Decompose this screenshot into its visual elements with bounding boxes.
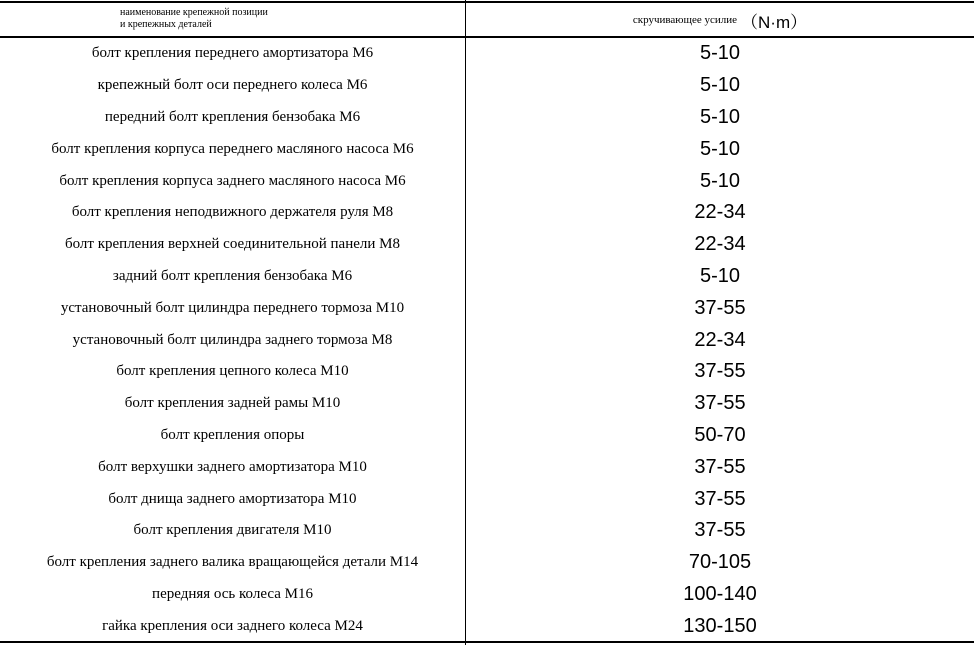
table-row [0, 547, 974, 579]
table-row [0, 229, 974, 261]
table-row [0, 133, 974, 165]
fastener-name: болт днища заднего амортизатора M10 [108, 490, 357, 507]
torque-value: 5-10 [699, 264, 741, 287]
torque-value: 37-55 [694, 392, 746, 415]
fastener-name: задний болт крепления бензобака M6 [112, 267, 353, 284]
fastener-name: установочный болт цилиндра заднего тормоза M8 [72, 331, 393, 348]
fastener-name: болт крепления переднего амортизатора M6 [91, 45, 374, 62]
torque-value: 5-10 [699, 169, 741, 192]
table-row [0, 420, 974, 452]
fastener-name: болт крепления опоры [160, 426, 305, 443]
torque-value: 70-105 [688, 551, 752, 574]
fastener-name: болт крепления цепного колеса M10 [116, 363, 349, 380]
table-row [0, 515, 974, 547]
fastener-name: болт крепления неподвижного держателя руля M8 [71, 204, 394, 221]
fastener-name: крепежный болт оси переднего колеса M6 [97, 77, 368, 94]
torque-value: 100-140 [683, 582, 757, 605]
torque-value: 5-10 [699, 42, 741, 65]
fastener-name: гайка крепления оси заднего колеса M24 [102, 617, 363, 634]
table-row [0, 579, 974, 611]
torque-value: 5-10 [699, 105, 741, 128]
header-torque-column [466, 8, 974, 32]
fastener-name: установочный болт цилиндра переднего тормоза M10 [60, 299, 405, 316]
table-row [0, 102, 974, 134]
torque-value: 37-55 [694, 487, 746, 510]
table-row [0, 324, 974, 356]
header-torque-label: скручивающее усилие [632, 14, 738, 26]
torque-value: 130-150 [683, 614, 757, 637]
torque-value: 37-55 [694, 519, 746, 542]
torque-value: 22-34 [694, 328, 746, 351]
table-row [0, 261, 974, 293]
table-row [0, 388, 974, 420]
torque-value: 5-10 [699, 137, 741, 160]
fastener-name: болт крепления верхней соединительной панели M8 [65, 236, 400, 253]
torque-value: 5-10 [699, 74, 741, 97]
table-row [0, 610, 974, 642]
torque-value: 37-55 [694, 360, 746, 383]
table-row [0, 483, 974, 515]
table-row [0, 197, 974, 229]
header-name-column: наименование крепежной позиции и крепежных деталей [120, 7, 268, 30]
table-top-border [0, 1, 974, 3]
table-row [0, 451, 974, 483]
fastener-name: передний болт крепления бензобака M6 [104, 108, 361, 125]
table-row [0, 70, 974, 102]
fastener-name: болт крепления задней рамы M10 [124, 395, 341, 412]
header-torque-unit: （N·m） [741, 12, 808, 32]
torque-value: 50-70 [694, 423, 746, 446]
fastener-name: болт крепления корпуса переднего масляного насоса M6 [51, 140, 414, 157]
fastener-name: болт крепления заднего валика вращающейся детали M14 [46, 554, 419, 571]
torque-value: 37-55 [694, 296, 746, 319]
fastener-name: передняя ось колеса M16 [152, 585, 313, 602]
table-row [0, 38, 974, 70]
fastener-name: болт крепления двигателя M10 [133, 522, 332, 539]
table-row [0, 356, 974, 388]
table-row [0, 165, 974, 197]
torque-value: 22-34 [694, 233, 746, 256]
fastener-name: болт крепления корпуса заднего масляного насоса M6 [59, 172, 406, 189]
fastener-name: болт верхушки заднего амортизатора M10 [98, 458, 367, 475]
table-row [0, 292, 974, 324]
torque-value: 22-34 [694, 201, 746, 224]
torque-value: 37-55 [694, 455, 746, 478]
